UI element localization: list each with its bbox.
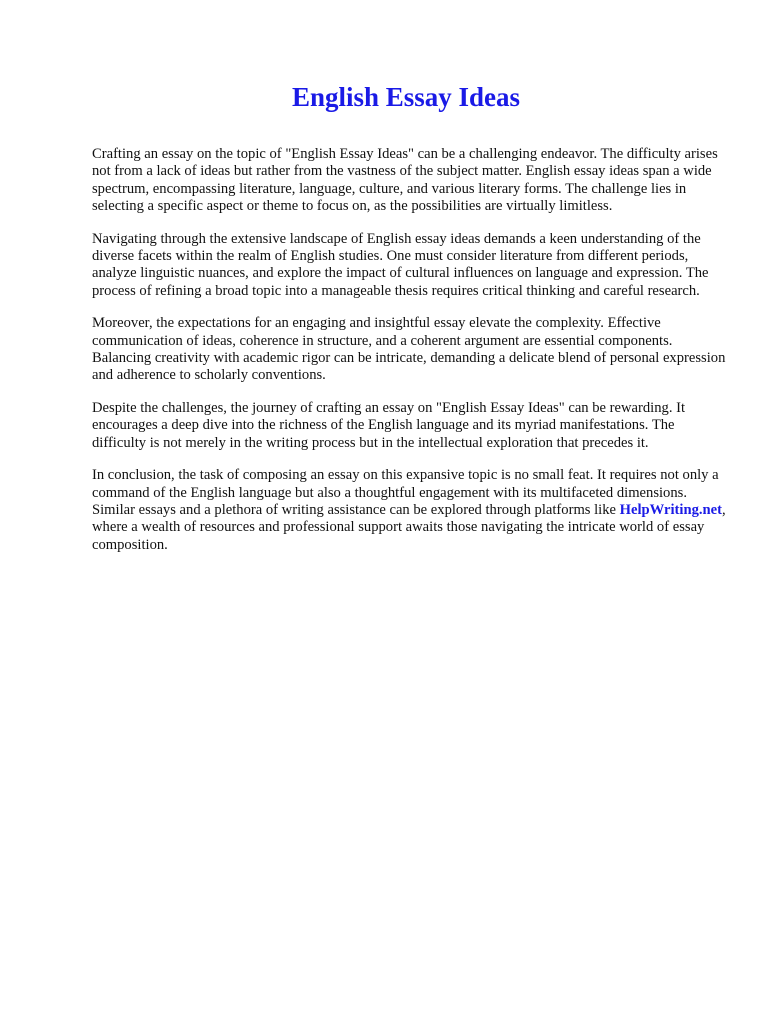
conclusion-text-after-link: , where a wealth of resources and professional support awaits those navigating the intricate world of essay composition. — [92, 501, 726, 553]
paragraph-1: Crafting an essay on the topic of "English Essay Ideas" can be a challenging endeavor. The difficulty arises not from a lack of ideas but rather from the vastness of the subject matter. English essay ideas span a wide spectrum, encompassing literature, language, culture, and various literary forms. The challenge lies in selecting a specific aspect or theme to focus on, as the possibilities are virtually limitless. — [92, 146, 718, 215]
paragraph-3: Moreover, the expectations for an engaging and insightful essay elevate the complexity. Effective communication of ideas, coherence in structure, and a coherent argument are essential components. Balancing creativity with academic rigor can be intricate, demanding a delicate blend of personal expression and adherence to scholarly conventions. — [92, 315, 726, 384]
paragraph-conclusion — [92, 467, 732, 554]
essay-body — [92, 146, 732, 569]
page-title: English Essay Ideas — [291, 82, 521, 112]
helpwriting-link[interactable]: HelpWriting.net — [619, 501, 722, 518]
paragraph-4: Despite the challenges, the journey of crafting an essay on "English Essay Ideas" can be rewarding. It encourages a deep dive into the richness of the English language and its myriad manifestations. The difficulty is not merely in the writing process but in the intellectual exploration that precedes it. — [92, 399, 686, 451]
conclusion-text-before-link: In conclusion, the task of composing an essay on this expansive topic is no small feat. It requires not only a command of the English language but also a thoughtful engagement with its multifaceted dimensions. Similar essays and a plethora of writing assistance can be explored through platforms like — [92, 467, 719, 518]
paragraph-2: Navigating through the extensive landscape of English essay ideas demands a keen understanding of the diverse facets within the realm of English studies. One must consider literature from different periods, analyze linguistic nuances, and explore the impact of cultural influences on language and expression. The process of refining a broad topic into a manageable thesis requires critical thinking and careful research. — [92, 230, 709, 299]
